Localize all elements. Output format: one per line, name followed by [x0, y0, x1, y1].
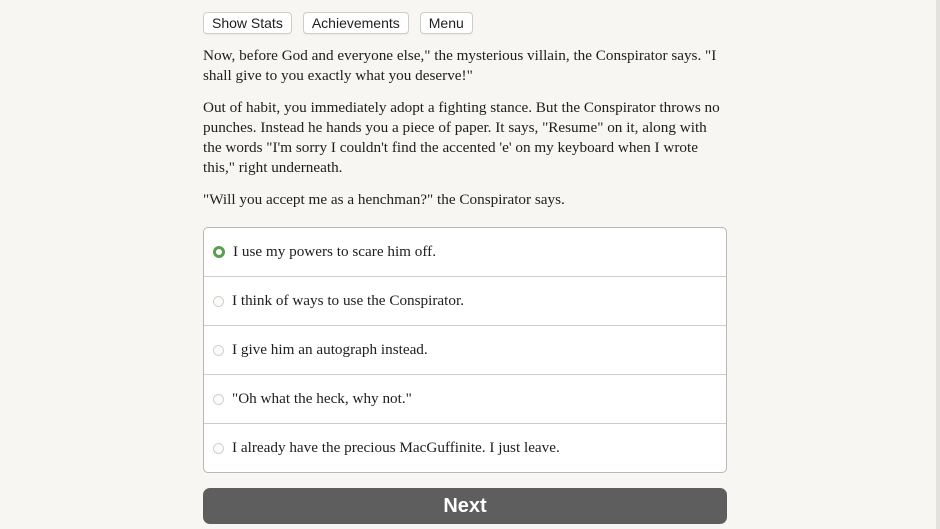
choice-label: I already have the precious MacGuffinite. I just leave.	[232, 439, 560, 456]
achievements-button[interactable]: Achievements	[303, 12, 409, 34]
choice-option-4[interactable]	[204, 374, 726, 423]
story-text	[203, 46, 727, 222]
radio-selected-icon[interactable]	[213, 246, 225, 258]
choice-label: I give him an autograph instead.	[232, 341, 428, 358]
menu-button[interactable]: Menu	[420, 12, 473, 34]
top-toolbar	[203, 12, 473, 34]
radio-unselected-icon[interactable]	[213, 296, 224, 307]
choice-option-1[interactable]	[204, 228, 726, 276]
story-paragraph: Now, before God and everyone else," the mysterious villain, the Conspirator says. "I shall give to you exactly what you deserve!"	[203, 47, 717, 84]
choice-label: I think of ways to use the Conspirator.	[232, 292, 465, 309]
choice-option-5[interactable]	[204, 423, 726, 472]
radio-unselected-icon[interactable]	[213, 394, 224, 405]
choice-option-3[interactable]	[204, 325, 726, 374]
story-paragraph: "Will you accept me as a henchman?" the Conspirator says.	[203, 191, 565, 208]
choice-list	[203, 227, 727, 473]
radio-unselected-icon[interactable]	[213, 443, 224, 454]
next-button[interactable]: Next	[203, 488, 727, 524]
choice-label: "Oh what the heck, why not."	[232, 390, 412, 407]
story-paragraph: Out of habit, you immediately adopt a fighting stance. But the Conspirator throws no punches. Instead he hands you a piece of paper. It says, "Resume" on it, along with the words "I'm sorry I couldn't find the accented 'e' on my keyboard when I wrote this," right underneath.	[203, 99, 720, 176]
choice-option-2[interactable]	[204, 276, 726, 325]
choice-label: I use my powers to scare him off.	[233, 243, 437, 260]
show-stats-button[interactable]: Show Stats	[203, 12, 292, 34]
radio-unselected-icon[interactable]	[213, 345, 224, 356]
scrollbar[interactable]	[936, 0, 940, 529]
